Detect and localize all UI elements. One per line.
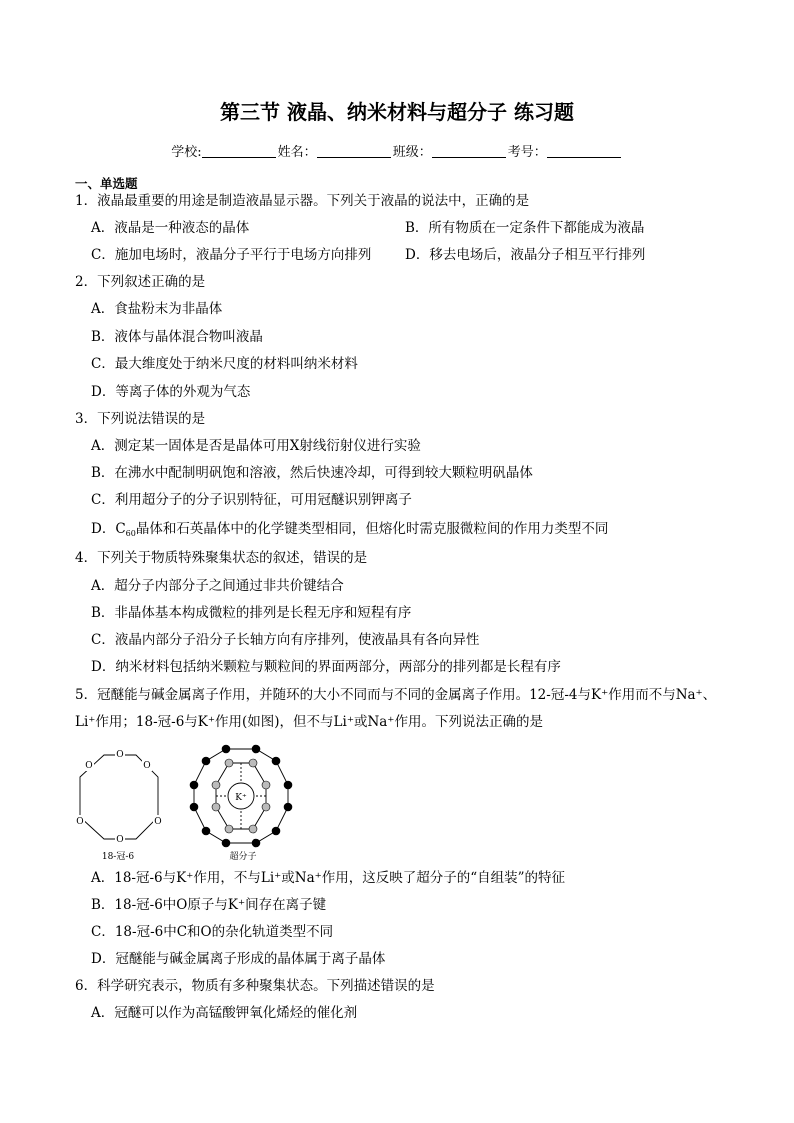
- oxygen-atom-label: O: [85, 761, 93, 771]
- q2-option-b: B．液体与晶体混合物叫液晶: [91, 329, 263, 345]
- figure-caption-supramolecule: 超分子: [229, 852, 257, 862]
- q3-option-a: A．测定某一固体是否是晶体可用X射线衍射仪进行实验: [91, 438, 421, 454]
- page-title: 第三节 液晶、纳米材料与超分子 练习题: [220, 100, 574, 124]
- potassium-ion-label: K⁺: [235, 793, 247, 803]
- q3-option-d-subscript: 60: [125, 529, 136, 538]
- q5-stem-line1: 5．冠醚能与碱金属离子作用，并随环的大小不同而与不同的金属离子作用。12-冠-4与K⁺作用而不与Na⁺、: [75, 687, 717, 703]
- q1-option-b: B．所有物质在一定条件下都能成为液晶: [405, 220, 645, 236]
- exam-number-blank[interactable]: [547, 145, 621, 158]
- q2-option-c: C．最大维度处于纳米尺度的材料叫纳米材料: [91, 356, 358, 372]
- crown-ether-figure: [66, 743, 316, 863]
- q1-stem: 1．液晶最重要的用途是制造液晶显示器。下列关于液晶的说法中，正确的是: [75, 193, 530, 209]
- q4-option-b: B．非晶体基本构成微粒的排列是长程无序和短程有序: [91, 605, 412, 621]
- q6-option-a: A．冠醚可以作为高锰酸钾氧化烯烃的催化剂: [91, 1005, 358, 1021]
- q1-option-c: C．施加电场时，液晶分子平行于电场方向排列: [91, 247, 372, 263]
- q3-option-c: C．利用超分子的分子识别特征，可用冠醚识别钾离子: [91, 492, 412, 508]
- oxygen-atom-label: O: [76, 817, 84, 827]
- q5-option-c: C．18-冠-6中C和O的杂化轨道类型不同: [91, 924, 334, 940]
- class-label: 班级：: [392, 145, 432, 160]
- school-label: 学校:: [171, 145, 202, 160]
- school-blank[interactable]: [202, 145, 276, 158]
- name-blank[interactable]: [317, 145, 391, 158]
- q4-option-a: A．超分子内部分子之间通过非共价键结合: [91, 578, 344, 594]
- oxygen-atom-label: O: [143, 761, 151, 771]
- q3-option-b: B．在沸水中配制明矾饱和溶液，然后快速冷却，可得到较大颗粒明矾晶体: [91, 465, 533, 481]
- oxygen-atom-label: O: [154, 817, 162, 827]
- class-blank[interactable]: [432, 145, 506, 158]
- q4-stem: 4．下列关于物质特殊聚集状态的叙述，错误的是: [75, 550, 368, 566]
- figure-caption-crown-ether: 18-冠-6: [101, 852, 135, 862]
- q5-stem-line2: Li⁺作用；18-冠-6与K⁺作用(如图)，但不与Li⁺或Na⁺作用。下列说法正确的是: [75, 714, 543, 730]
- q1-option-a: A．液晶是一种液态的晶体: [91, 220, 250, 236]
- q5-option-a: A．18-冠-6与K⁺作用，不与Li⁺或Na⁺作用，这反映了超分子的“自组装”的特征: [91, 870, 566, 886]
- oxygen-atom-label: O: [116, 750, 124, 760]
- q3-stem: 3．下列说法错误的是: [75, 411, 206, 427]
- q3-option-d-text: 晶体和石英晶体中的化学键类型相同，但熔化时需克服微粒间的作用力类型不同: [135, 521, 609, 537]
- q3-option-d: [91, 520, 608, 543]
- oxygen-atom-label: O: [116, 835, 124, 845]
- q2-option-a: A．食盐粉末为非晶体: [91, 301, 223, 317]
- q2-stem: 2．下列叙述正确的是: [75, 274, 206, 290]
- q4-option-c: C．液晶内部分子沿分子长轴方向有序排列，使液晶具有各向异性: [91, 632, 480, 648]
- exam-number-label: 考号：: [507, 145, 547, 160]
- q1-option-d: D．移去电场后，液晶分子相互平行排列: [405, 247, 646, 263]
- student-info-line: [0, 141, 794, 160]
- q3-option-d-prefix: D．C: [91, 521, 126, 537]
- q6-stem: 6．科学研究表示，物质有多种聚集状态。下列描述错误的是: [75, 978, 435, 994]
- name-label: 姓名：: [277, 145, 317, 160]
- q2-option-d: D．等离子体的外观为气态: [91, 384, 251, 400]
- section-heading: 一、单选题: [75, 176, 138, 191]
- q5-option-d: D．冠醚能与碱金属离子形成的晶体属于离子晶体: [91, 951, 386, 967]
- q4-option-d: D．纳米材料包括纳米颗粒与颗粒间的界面两部分，两部分的排列都是长程有序: [91, 659, 561, 675]
- q5-option-b: B．18-冠-6中O原子与K⁺间存在离子键: [91, 897, 327, 913]
